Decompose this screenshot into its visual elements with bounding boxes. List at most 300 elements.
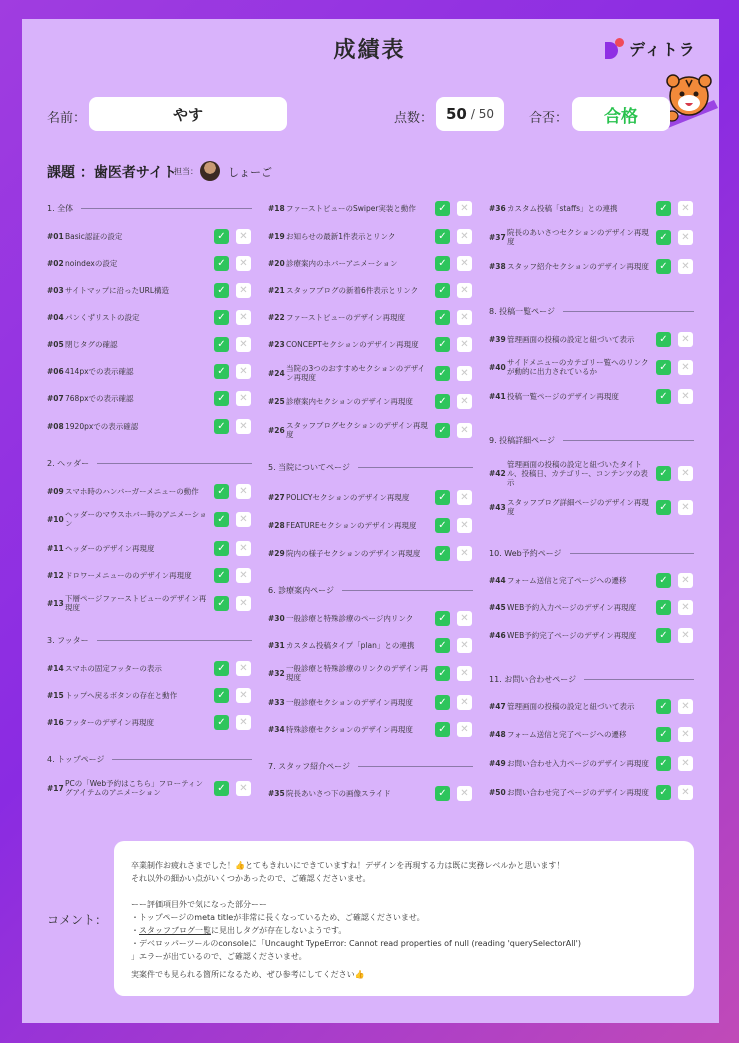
comment-label: コメント： xyxy=(47,913,108,927)
item-number: #13 xyxy=(47,598,64,608)
checklist-item xyxy=(489,258,649,274)
pass-checkbox-icon[interactable]: ✓ xyxy=(656,360,671,375)
item-text: お問い合わせ入力ページのデザイン再現度 xyxy=(507,758,649,768)
fail-checkbox-icon[interactable]: ✕ xyxy=(236,512,251,527)
assignee-name: しょーご xyxy=(228,166,272,179)
section-divider xyxy=(81,208,252,209)
comment-line: ・スタッフブログ一覧に見出しタグが存在しないようです。 xyxy=(131,926,347,935)
checklist-item xyxy=(47,567,207,583)
section-divider xyxy=(342,590,473,591)
checklist-item xyxy=(268,200,428,216)
item-text: トップへ戻るボタンの存在と動作 xyxy=(65,690,178,700)
item-number: #49 xyxy=(489,758,506,768)
item-text: ファーストビューのSwiper実装と動作 xyxy=(286,203,416,213)
fail-checkbox-icon[interactable]: ✕ xyxy=(678,230,693,245)
name-value: やす xyxy=(172,105,203,124)
item-number: #36 xyxy=(489,203,506,213)
checklist-item xyxy=(489,229,649,245)
checklist-item xyxy=(268,282,428,298)
pass-checkbox-icon[interactable]: ✓ xyxy=(214,568,229,583)
pass-checkbox-icon[interactable]: ✓ xyxy=(656,600,671,615)
fail-checkbox-icon[interactable]: ✕ xyxy=(457,611,472,626)
score-label: 点数： xyxy=(394,111,434,126)
pass-checkbox-icon[interactable]: ✓ xyxy=(435,283,450,298)
item-text: ドロワーメニューののデザイン再現度 xyxy=(65,570,192,580)
item-text: Basic認証の設定 xyxy=(65,231,123,241)
section-label: 6. 診療案内ページ xyxy=(268,586,335,595)
section-divider xyxy=(563,311,694,312)
result-label: 合否： xyxy=(529,111,569,126)
item-number: #34 xyxy=(268,724,285,734)
section-divider xyxy=(570,553,694,554)
fail-checkbox-icon[interactable]: ✕ xyxy=(236,781,251,796)
fail-checkbox-icon[interactable]: ✕ xyxy=(457,638,472,653)
section-heading xyxy=(268,462,473,473)
section-heading xyxy=(47,458,252,469)
pass-checkbox-icon[interactable]: ✓ xyxy=(656,573,671,588)
item-text: スタッフブログセクションのデザイン再現度 xyxy=(286,421,428,439)
section-heading xyxy=(489,674,694,685)
item-number: #30 xyxy=(268,613,285,623)
section-heading xyxy=(47,203,252,214)
item-text: 投稿一覧ページのデザイン再現度 xyxy=(507,391,619,401)
fail-checkbox-icon[interactable]: ✕ xyxy=(236,337,251,352)
section-label: 11. お問い合わせページ xyxy=(489,675,577,684)
pass-checkbox-icon[interactable]: ✓ xyxy=(214,715,229,730)
item-number: #23 xyxy=(268,339,285,349)
task-title: 課題 ：歯医者サイト xyxy=(47,165,177,181)
item-number: #27 xyxy=(268,492,285,502)
score-field xyxy=(436,97,504,131)
name-field xyxy=(89,97,287,131)
item-number: #09 xyxy=(47,486,64,496)
fail-checkbox-icon[interactable]: ✕ xyxy=(678,259,693,274)
checklist-item xyxy=(268,694,428,710)
pass-checkbox-icon[interactable]: ✓ xyxy=(214,484,229,499)
fail-checkbox-icon[interactable]: ✕ xyxy=(236,715,251,730)
item-number: #01 xyxy=(47,231,64,241)
item-text: スマホの固定フッターの表示 xyxy=(65,663,162,673)
section-label: 5. 当院についてページ xyxy=(268,463,350,472)
checklist-item xyxy=(489,359,649,375)
pass-checkbox-icon[interactable]: ✓ xyxy=(435,546,450,561)
section-heading xyxy=(489,306,694,317)
fail-checkbox-icon[interactable]: ✕ xyxy=(457,283,472,298)
item-number: #44 xyxy=(489,575,506,585)
item-text: お知らせの最新1件表示とリンク xyxy=(286,231,396,241)
item-text: 院長のあいさつセクションのデザイン再現度 xyxy=(507,228,649,246)
pass-checkbox-icon[interactable]: ✓ xyxy=(214,419,229,434)
item-number: #48 xyxy=(489,729,506,739)
pass-checkbox-icon[interactable]: ✓ xyxy=(214,391,229,406)
checklist-item xyxy=(47,714,207,730)
checklist-item xyxy=(268,721,428,737)
fail-checkbox-icon[interactable]: ✕ xyxy=(236,688,251,703)
item-number: #05 xyxy=(47,339,64,349)
item-text: スタッフブログの新着6件表示とリンク xyxy=(286,285,419,295)
checklist-item xyxy=(489,200,649,216)
checklist-item xyxy=(47,390,207,406)
pass-checkbox-icon[interactable]: ✓ xyxy=(435,666,450,681)
item-text: スタッフブログ詳細ページのデザイン再現度 xyxy=(507,498,649,516)
fail-checkbox-icon[interactable]: ✕ xyxy=(236,229,251,244)
comment-line: 実案件でも見られる箇所になるため、ぜひ参考にしてください👍 xyxy=(131,970,365,979)
checklist-item xyxy=(268,365,428,381)
fail-checkbox-icon[interactable]: ✕ xyxy=(236,596,251,611)
checklist-item xyxy=(47,336,207,352)
pass-checkbox-icon[interactable]: ✓ xyxy=(214,661,229,676)
pass-checkbox-icon[interactable]: ✓ xyxy=(435,786,450,801)
fail-checkbox-icon[interactable]: ✕ xyxy=(678,360,693,375)
item-number: #19 xyxy=(268,231,285,241)
pass-checkbox-icon[interactable]: ✓ xyxy=(656,699,671,714)
pass-checkbox-icon[interactable]: ✓ xyxy=(435,638,450,653)
checklist-item xyxy=(47,511,207,527)
item-number: #29 xyxy=(268,548,285,558)
item-number: #20 xyxy=(268,258,285,268)
pass-checkbox-icon[interactable]: ✓ xyxy=(656,785,671,800)
pass-checkbox-icon[interactable]: ✓ xyxy=(435,518,450,533)
checklist-item xyxy=(268,610,428,626)
fail-checkbox-icon[interactable]: ✕ xyxy=(236,283,251,298)
section-divider xyxy=(97,463,252,464)
brand-mark-icon xyxy=(605,38,623,60)
brand-logo xyxy=(605,37,696,60)
staff-blog-link[interactable]: スタッフブログ一覧 xyxy=(139,926,211,935)
item-number: #37 xyxy=(489,232,506,242)
checklist-item xyxy=(47,418,207,434)
checklist-item xyxy=(489,499,649,515)
checklist-item xyxy=(268,489,428,505)
checklist-item xyxy=(489,784,649,800)
item-number: #02 xyxy=(47,258,64,268)
checklist-item xyxy=(47,282,207,298)
pass-checkbox-icon[interactable]: ✓ xyxy=(656,727,671,742)
fail-checkbox-icon[interactable]: ✕ xyxy=(236,484,251,499)
checklist-item xyxy=(47,309,207,325)
item-number: #40 xyxy=(489,362,506,372)
score-value: 50 xyxy=(445,105,467,123)
checklist-item xyxy=(268,665,428,681)
item-text: FEATUREセクションのデザイン再現度 xyxy=(286,520,417,530)
checklist-item xyxy=(489,572,649,588)
pass-checkbox-icon[interactable]: ✓ xyxy=(435,490,450,505)
comment-line: 」エラーが出ているので、ご確認くださいませ。 xyxy=(131,952,307,961)
item-number: #42 xyxy=(489,468,506,478)
pass-checkbox-icon[interactable]: ✓ xyxy=(214,688,229,703)
item-number: #07 xyxy=(47,393,64,403)
pass-checkbox-icon[interactable]: ✓ xyxy=(656,466,671,481)
fail-checkbox-icon[interactable]: ✕ xyxy=(678,727,693,742)
item-number: #11 xyxy=(47,543,64,553)
item-number: #50 xyxy=(489,787,506,797)
section-label: 3. フッター xyxy=(47,636,89,645)
avatar xyxy=(200,161,220,181)
item-text: お問い合わせ完了ページのデザイン再現度 xyxy=(507,787,649,797)
item-text: カスタム投稿タイプ「plan」との連携 xyxy=(286,640,415,650)
fail-checkbox-icon[interactable]: ✕ xyxy=(457,423,472,438)
fail-checkbox-icon[interactable]: ✕ xyxy=(236,256,251,271)
fail-checkbox-icon[interactable]: ✕ xyxy=(457,786,472,801)
pass-checkbox-icon[interactable]: ✓ xyxy=(435,310,450,325)
pass-checkbox-icon[interactable]: ✓ xyxy=(435,256,450,271)
item-text: フォーム送信と完了ページへの遷移 xyxy=(507,729,627,739)
item-text: 管理画面の投稿の設定と紐づいて表示 xyxy=(507,334,635,344)
fail-checkbox-icon[interactable]: ✕ xyxy=(457,518,472,533)
fail-checkbox-icon[interactable]: ✕ xyxy=(457,310,472,325)
fail-checkbox-icon[interactable]: ✕ xyxy=(678,628,693,643)
item-number: #22 xyxy=(268,312,285,322)
score-max: / 50 xyxy=(470,107,494,121)
checklist-item xyxy=(47,540,207,556)
pass-checkbox-icon[interactable]: ✓ xyxy=(214,781,229,796)
item-text: サイドメニューのカテゴリー覧へのリンクが動的に出力されているか xyxy=(507,358,649,376)
checklist-item xyxy=(268,637,428,653)
item-text: 診療案内のホバーアニメーション xyxy=(286,258,398,268)
item-text: スタッフ紹介セクションのデザイン再現度 xyxy=(507,261,649,271)
checklist-item xyxy=(268,545,428,561)
fail-checkbox-icon[interactable]: ✕ xyxy=(678,389,693,404)
item-text: カスタム投稿「staffs」との連携 xyxy=(507,203,618,213)
item-text: スマホ時のハンバーガーメニューの動作 xyxy=(65,486,199,496)
fail-checkbox-icon[interactable]: ✕ xyxy=(236,661,251,676)
item-text: ヘッダーのデザイン再現度 xyxy=(65,543,155,553)
section-heading xyxy=(47,635,252,646)
pass-checkbox-icon[interactable]: ✓ xyxy=(214,310,229,325)
pass-checkbox-icon[interactable]: ✓ xyxy=(214,229,229,244)
item-number: #26 xyxy=(268,425,285,435)
pass-checkbox-icon[interactable]: ✓ xyxy=(214,283,229,298)
pass-checkbox-icon[interactable]: ✓ xyxy=(656,201,671,216)
item-text: CONCEPTセクションのデザイン再現度 xyxy=(286,339,419,349)
item-text: 1920pxでの表示確認 xyxy=(65,421,139,431)
fail-checkbox-icon[interactable]: ✕ xyxy=(678,201,693,216)
pass-checkbox-icon[interactable]: ✓ xyxy=(656,389,671,404)
checklist-item xyxy=(268,336,428,352)
section-heading xyxy=(489,548,694,559)
section-divider xyxy=(563,440,694,441)
pass-checkbox-icon[interactable]: ✓ xyxy=(435,611,450,626)
item-number: #12 xyxy=(47,570,64,580)
checklist-item xyxy=(47,255,207,271)
pass-checkbox-icon[interactable]: ✓ xyxy=(656,259,671,274)
item-number: #21 xyxy=(268,285,285,295)
pass-checkbox-icon[interactable]: ✓ xyxy=(435,201,450,216)
item-number: #10 xyxy=(47,514,64,524)
comment-line: 卒業制作お疲れさまでした！👍とてもきれいにできていますね！デザインを再現する力は既に実務レベルかと思います！ xyxy=(131,861,565,870)
section-divider xyxy=(97,640,252,641)
fail-checkbox-icon[interactable]: ✕ xyxy=(457,337,472,352)
item-number: #03 xyxy=(47,285,64,295)
fail-checkbox-icon[interactable]: ✕ xyxy=(457,666,472,681)
item-text: POLICYセクションのデザイン再現度 xyxy=(286,492,410,502)
name-label: 名前： xyxy=(47,111,87,126)
section-divider xyxy=(584,679,694,680)
checklist-item xyxy=(47,780,207,796)
item-text: 一般診療と特殊診療のリンクのデザイン再現度 xyxy=(286,664,428,682)
pass-checkbox-icon[interactable]: ✓ xyxy=(656,332,671,347)
checklist-item xyxy=(47,483,207,499)
item-text: サイトマップに沿ったURL構造 xyxy=(65,285,170,295)
item-text: 院長あいさつ下の画像スライド xyxy=(286,788,391,798)
item-number: #06 xyxy=(47,366,64,376)
fail-checkbox-icon[interactable]: ✕ xyxy=(678,466,693,481)
item-number: #35 xyxy=(268,788,285,798)
fail-checkbox-icon[interactable]: ✕ xyxy=(678,785,693,800)
item-text: フッターのデザイン再現度 xyxy=(65,717,154,727)
checklist-item xyxy=(489,726,649,742)
section-divider xyxy=(358,467,473,468)
section-label: 1. 全体 xyxy=(47,204,74,213)
assignee-label: 担当： xyxy=(174,167,198,176)
fail-checkbox-icon[interactable]: ✕ xyxy=(678,756,693,771)
fail-checkbox-icon[interactable]: ✕ xyxy=(457,256,472,271)
section-label: 9. 投稿詳細ページ xyxy=(489,436,556,445)
pass-checkbox-icon[interactable]: ✓ xyxy=(214,512,229,527)
item-number: #08 xyxy=(47,421,64,431)
checklist-item xyxy=(268,785,428,801)
item-text: ファーストビューのデザイン再現度 xyxy=(286,312,405,322)
pass-checkbox-icon[interactable]: ✓ xyxy=(214,256,229,271)
comment-line: ーー評価項目外で気になった部分ーー xyxy=(131,900,267,909)
section-heading xyxy=(268,585,473,596)
item-text: 診療案内セクションのデザイン再現度 xyxy=(286,396,413,406)
item-text: 管理画面の投稿の設定と紐づいて表示 xyxy=(507,701,635,711)
pass-checkbox-icon[interactable]: ✓ xyxy=(214,364,229,379)
item-text: noindexの設定 xyxy=(65,258,118,268)
checklist-item xyxy=(268,517,428,533)
item-number: #25 xyxy=(268,396,285,406)
item-number: #33 xyxy=(268,697,285,707)
fail-checkbox-icon[interactable]: ✕ xyxy=(236,310,251,325)
section-divider xyxy=(112,759,252,760)
item-text: 414pxでの表示確認 xyxy=(65,366,134,376)
item-number: #47 xyxy=(489,701,506,711)
fail-checkbox-icon[interactable]: ✕ xyxy=(678,699,693,714)
fail-checkbox-icon[interactable]: ✕ xyxy=(236,364,251,379)
item-text: 一般診療セクションのデザイン再現度 xyxy=(286,697,413,707)
fail-checkbox-icon[interactable]: ✕ xyxy=(236,568,251,583)
pass-checkbox-icon[interactable]: ✓ xyxy=(214,337,229,352)
item-number: #39 xyxy=(489,334,506,344)
fail-checkbox-icon[interactable]: ✕ xyxy=(236,419,251,434)
item-text: 当院の3つのおすすめセクションのデザイン再現度 xyxy=(286,364,426,382)
section-heading xyxy=(489,435,694,446)
fail-checkbox-icon[interactable]: ✕ xyxy=(678,600,693,615)
item-number: #32 xyxy=(268,668,285,678)
item-number: #04 xyxy=(47,312,64,322)
item-text: WEB予約完了ページのデザイン再現度 xyxy=(507,630,637,640)
item-number: #46 xyxy=(489,630,506,640)
item-text: 管理画面の投稿の設定と紐づいたタイトル、投稿日、カテゴリー、コンテンツの表示 xyxy=(507,459,648,487)
checklist-item xyxy=(489,627,649,643)
pass-checkbox-icon[interactable]: ✓ xyxy=(435,423,450,438)
pass-checkbox-icon[interactable]: ✓ xyxy=(435,722,450,737)
item-number: #24 xyxy=(268,368,285,378)
checklist-item xyxy=(268,309,428,325)
item-number: #31 xyxy=(268,640,285,650)
item-text: 768pxでの表示確認 xyxy=(65,393,134,403)
item-text: 院内の様子セクションのデザイン再現度 xyxy=(286,548,421,558)
item-text: 閉じタグの確認 xyxy=(65,339,118,349)
fail-checkbox-icon[interactable]: ✕ xyxy=(457,490,472,505)
item-number: #38 xyxy=(489,261,506,271)
item-text: 下層ページファーストビューのデザイン再現度 xyxy=(65,594,207,612)
result-field xyxy=(572,97,670,131)
section-label: 8. 投稿一覧ページ xyxy=(489,307,556,316)
checklist-item xyxy=(489,459,649,487)
fail-checkbox-icon[interactable]: ✕ xyxy=(457,722,472,737)
fail-checkbox-icon[interactable]: ✕ xyxy=(236,541,251,556)
item-number: #14 xyxy=(47,663,64,673)
fail-checkbox-icon[interactable]: ✕ xyxy=(457,201,472,216)
checklist-item xyxy=(47,595,207,611)
page-title: 成績表 xyxy=(333,38,406,63)
checklist-item xyxy=(268,393,428,409)
checklist-item xyxy=(489,755,649,771)
checklist-item xyxy=(47,228,207,244)
item-text: PCの「Web予約はこちら」フローティングアイテムのアニメーション xyxy=(65,779,204,797)
fail-checkbox-icon[interactable]: ✕ xyxy=(678,332,693,347)
pass-checkbox-icon[interactable]: ✓ xyxy=(656,230,671,245)
pass-checkbox-icon[interactable]: ✓ xyxy=(435,394,450,409)
comment-line: それ以外の細かい点がいくつかあったので、ご確認くださいませ。 xyxy=(131,874,371,883)
brand-name: ディトラ xyxy=(629,40,696,59)
pass-checkbox-icon[interactable]: ✓ xyxy=(435,366,450,381)
checklist-item xyxy=(47,660,207,676)
item-text: パンくずリストの設定 xyxy=(65,312,140,322)
pass-checkbox-icon[interactable]: ✓ xyxy=(656,500,671,515)
fail-checkbox-icon[interactable]: ✕ xyxy=(457,229,472,244)
pass-checkbox-icon[interactable]: ✓ xyxy=(435,229,450,244)
checklist-item xyxy=(489,698,649,714)
pass-checkbox-icon[interactable]: ✓ xyxy=(435,695,450,710)
fail-checkbox-icon[interactable]: ✕ xyxy=(457,546,472,561)
pass-checkbox-icon[interactable]: ✓ xyxy=(656,756,671,771)
checklist-item xyxy=(47,363,207,379)
section-heading xyxy=(268,761,473,772)
item-number: #16 xyxy=(47,717,64,727)
checklist-item xyxy=(268,255,428,271)
pass-checkbox-icon[interactable]: ✓ xyxy=(656,628,671,643)
item-text: 一般診療と特殊診療のページ内リンク xyxy=(286,613,414,623)
fail-checkbox-icon[interactable]: ✕ xyxy=(457,394,472,409)
checklist-item xyxy=(47,687,207,703)
section-label: 10. Web予約ページ xyxy=(489,549,562,558)
fail-checkbox-icon[interactable]: ✕ xyxy=(457,695,472,710)
fail-checkbox-icon[interactable]: ✕ xyxy=(678,500,693,515)
item-text: フォーム送信と完了ページへの遷移 xyxy=(507,575,627,585)
fail-checkbox-icon[interactable]: ✕ xyxy=(236,391,251,406)
section-heading xyxy=(47,754,252,765)
fail-checkbox-icon[interactable]: ✕ xyxy=(457,366,472,381)
fail-checkbox-icon[interactable]: ✕ xyxy=(678,573,693,588)
checklist-item xyxy=(489,599,649,615)
section-label: 7. スタッフ紹介ページ xyxy=(268,762,351,771)
item-number: #18 xyxy=(268,203,285,213)
item-text: WEB予約入力ページのデザイン再現度 xyxy=(507,602,637,612)
checklist-item xyxy=(489,388,649,404)
item-number: #28 xyxy=(268,520,285,530)
checklist-item xyxy=(268,228,428,244)
pass-checkbox-icon[interactable]: ✓ xyxy=(214,596,229,611)
result-value: 合格 xyxy=(604,106,638,127)
item-number: #45 xyxy=(489,602,506,612)
item-number: #17 xyxy=(47,783,64,793)
pass-checkbox-icon[interactable]: ✓ xyxy=(435,337,450,352)
section-label: 2. ヘッダー xyxy=(47,459,90,468)
pass-checkbox-icon[interactable]: ✓ xyxy=(214,541,229,556)
